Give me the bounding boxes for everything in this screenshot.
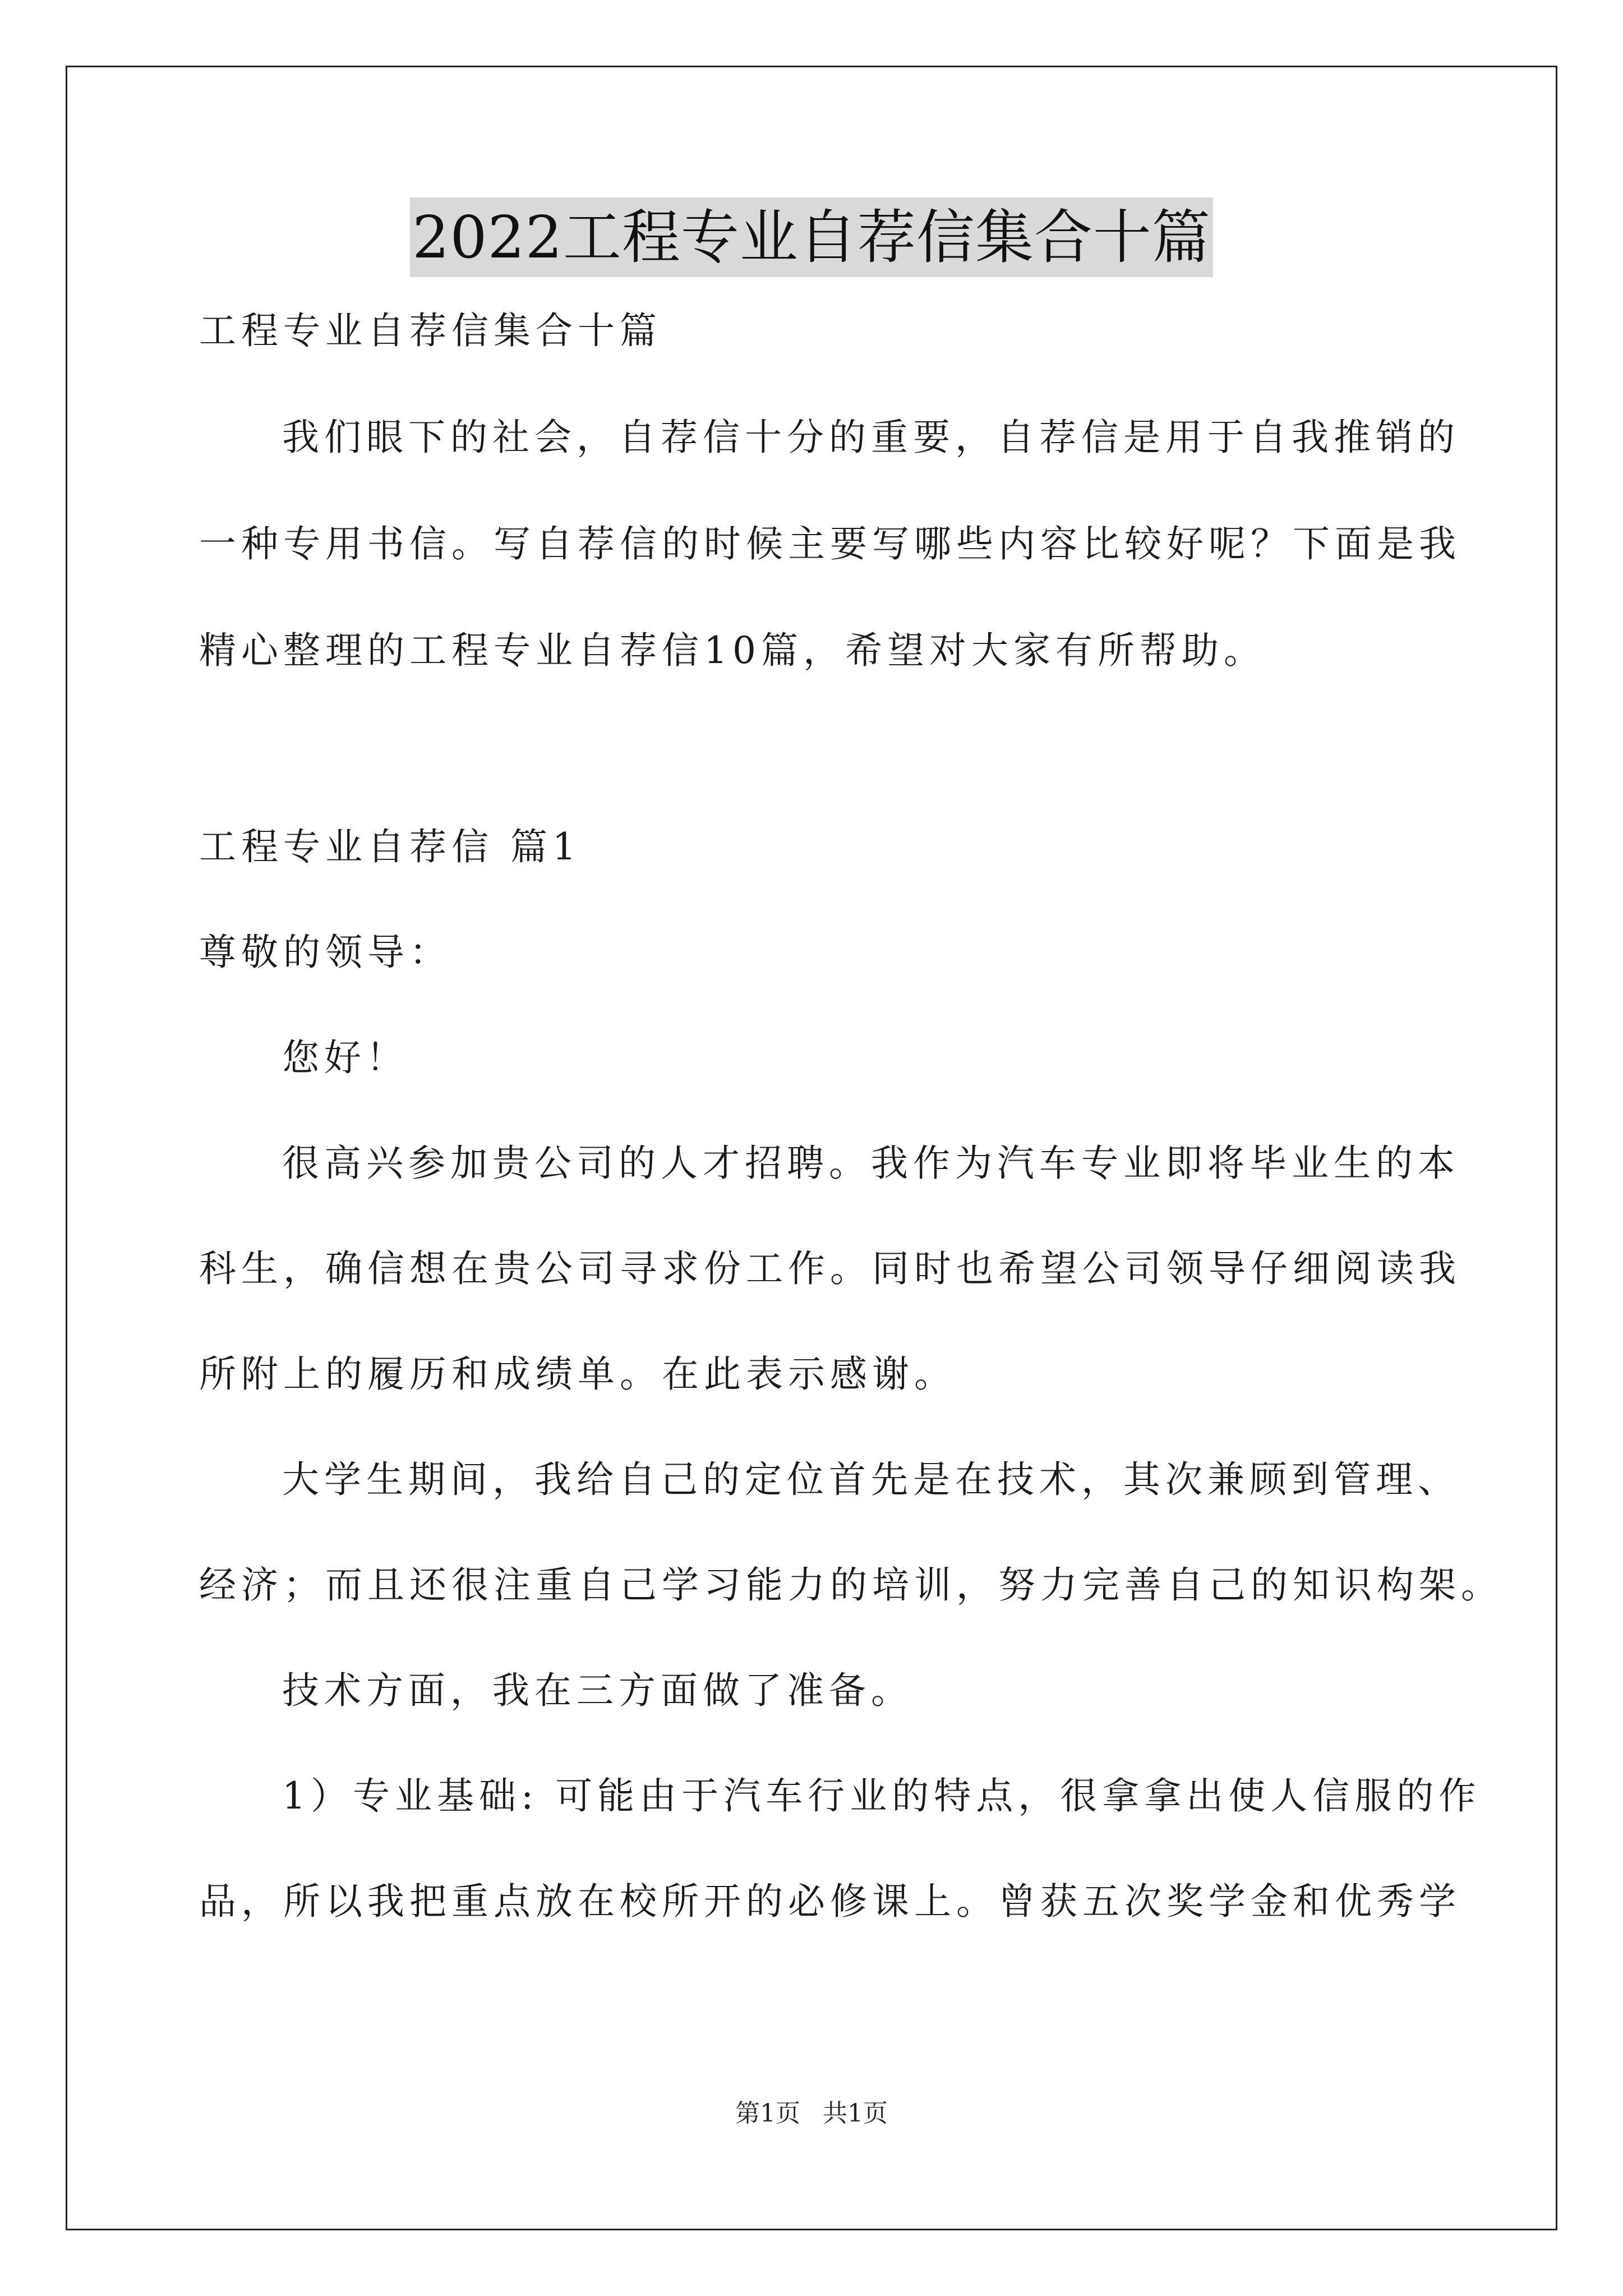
page-total: 共1页 [823,2099,888,2128]
intro-line-2: 一种专用书信。写自荐信的时候主要写哪些内容比较好呢？下面是我 [199,522,1461,565]
para1-line-1: 很高兴参加贵公司的人才招聘。我作为汽车专业即将毕业生的本 [282,1142,1460,1185]
document-title: 2022工程专业自荐信集合十篇 [410,197,1213,277]
salutation: 尊敬的领导： [199,931,451,974]
document-body [199,303,1503,1930]
para2-line-2: 经济；而且还很注重自己学习能力的培训，努力完善自己的知识构架。 [199,1563,1503,1607]
intro-line-1: 我们眼下的社会，自荐信十分的重要，自荐信是用于自我推销的 [282,416,1460,459]
para1-line-3: 所附上的履历和成绩单。在此表示感谢。 [199,1352,956,1396]
intro-line-3: 精心整理的工程专业自荐信10篇，希望对大家有所帮助。 [199,629,1266,672]
para4-line-2: 品，所以我把重点放在校所开的必修课上。曾获五次奖学金和优秀学 [199,1880,1461,1923]
greeting: 您好！ [282,1036,408,1079]
section-heading: 工程专业自荐信 篇1 [199,825,581,868]
para3-line: 技术方面，我在三方面做了准备。 [282,1669,913,1712]
title-container [0,197,1623,277]
page-footer [0,2097,1623,2131]
para1-line-2: 科生，确信想在贵公司寻求份工作。同时也希望公司领导仔细阅读我 [199,1247,1461,1290]
para2-line-1: 大学生期间，我给自己的定位首先是在技术，其次兼顾到管理、 [282,1458,1460,1501]
para4-line-1: 1）专业基础: 可能由于汽车行业的特点，很拿拿出使人信服的作 [282,1774,1481,1818]
page-number: 第1页 [735,2099,800,2128]
document-subtitle: 工程专业自荐信集合十篇 [199,309,662,352]
